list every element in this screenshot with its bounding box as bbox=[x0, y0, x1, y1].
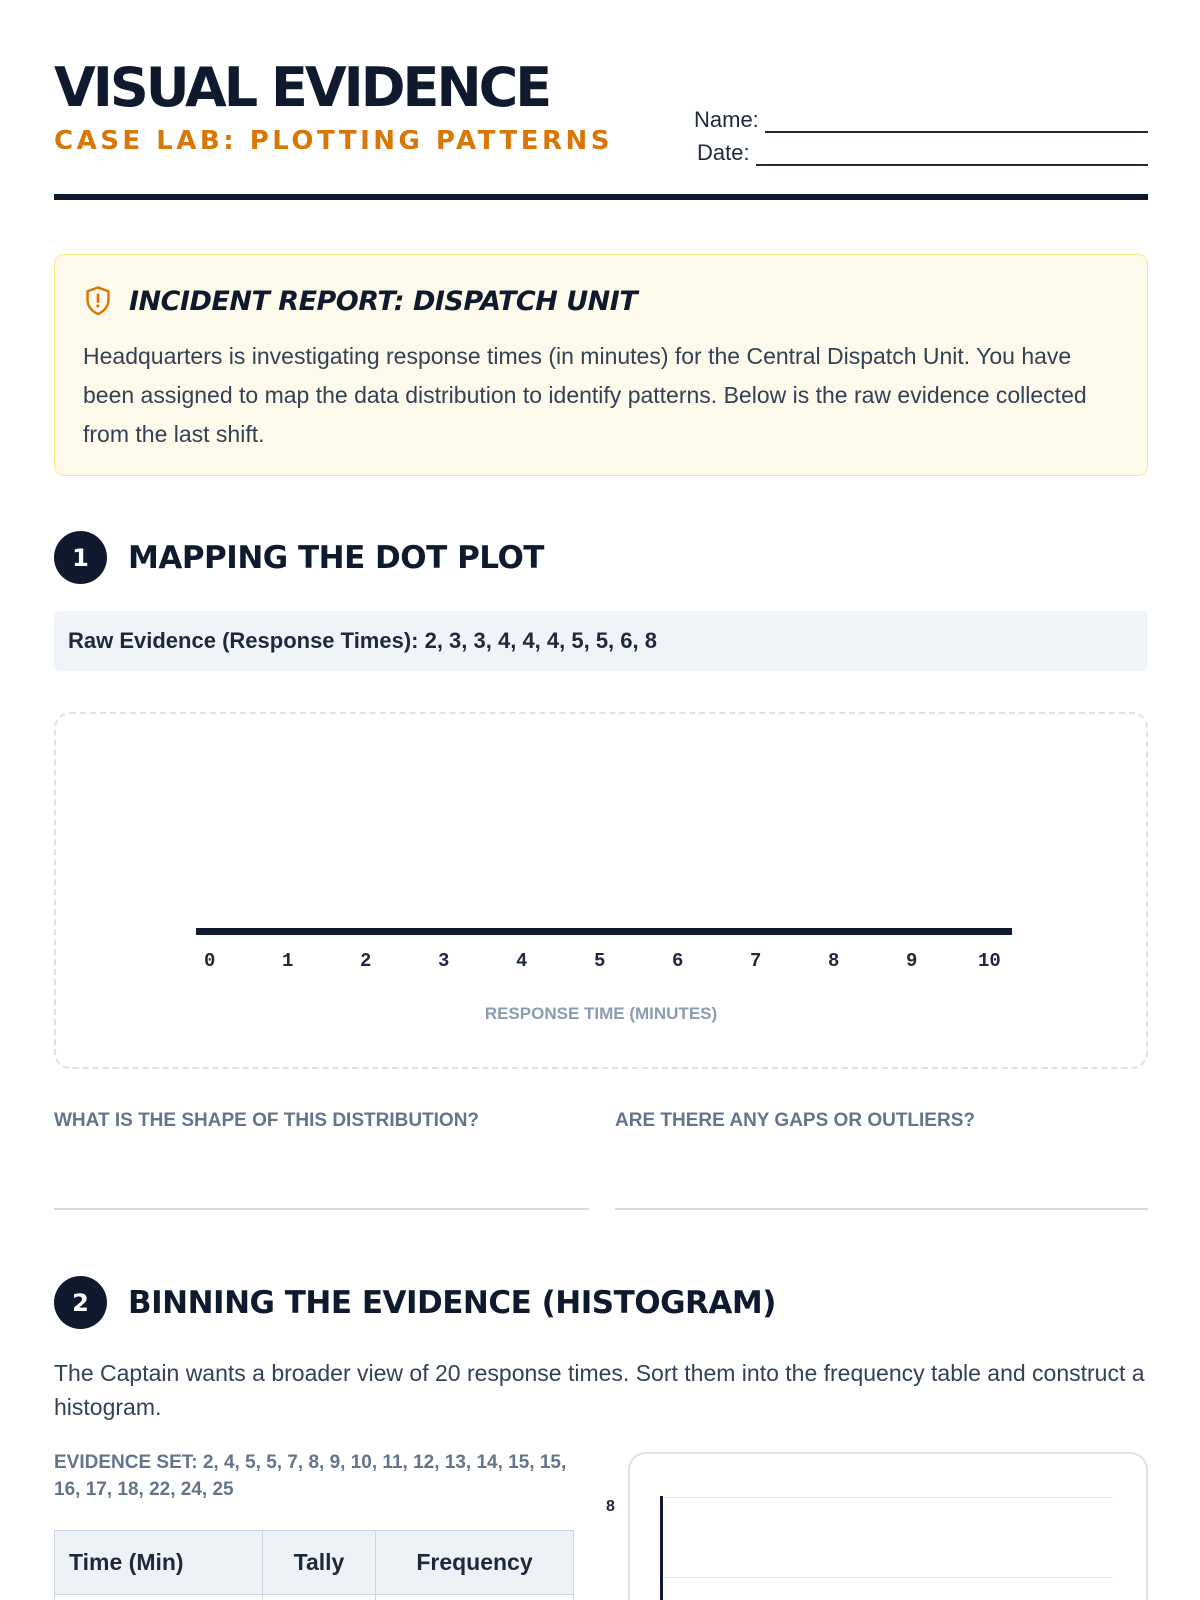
answer-line-gaps[interactable] bbox=[615, 1208, 1148, 1210]
axis-tick-label: 1 bbox=[282, 950, 294, 972]
page-title: VISUAL EVIDENCE bbox=[54, 56, 550, 119]
section-1-number: 1 bbox=[54, 531, 107, 584]
axis-tick-label: 7 bbox=[750, 950, 762, 972]
section-2-number: 2 bbox=[54, 1276, 107, 1329]
dot-plot-axis-label: RESPONSE TIME (MINUTES) bbox=[484, 1004, 718, 1023]
axis-tick-label: 3 bbox=[438, 950, 450, 972]
header-tally: Tally bbox=[263, 1531, 376, 1595]
evidence-set: EVIDENCE SET: 2, 4, 5, 5, 7, 8, 9, 10, 11, 12, 13, 14, 15, 15, 16, 17, 18, 22, 24, 25 bbox=[54, 1452, 567, 1500]
axis-tick-label: 2 bbox=[360, 950, 372, 972]
student-fields bbox=[694, 100, 1148, 166]
shield-alert-icon bbox=[83, 285, 113, 317]
raw-evidence-bar: Raw Evidence (Response Times): 2, 3, 3, 4, 4, 4, 5, 5, 6, 8 bbox=[54, 611, 1148, 671]
histogram-y-tick: 8 bbox=[606, 1498, 615, 1515]
name-label: Name: bbox=[694, 107, 759, 132]
table-cell[interactable] bbox=[55, 1595, 263, 1600]
worksheet-header bbox=[54, 58, 1148, 203]
header-divider bbox=[54, 194, 1148, 200]
table-row bbox=[55, 1595, 574, 1600]
name-line[interactable] bbox=[765, 111, 1148, 133]
date-line[interactable] bbox=[756, 144, 1148, 166]
frequency-table bbox=[54, 1530, 574, 1600]
section-2-title: BINNING THE EVIDENCE (HISTOGRAM) bbox=[128, 1284, 776, 1321]
name-field[interactable] bbox=[694, 100, 1148, 133]
incident-title: INCIDENT REPORT: DISPATCH UNIT bbox=[129, 285, 638, 317]
axis-tick-label: 4 bbox=[516, 950, 528, 972]
table-header-row bbox=[55, 1531, 574, 1595]
axis-tick-label: 9 bbox=[906, 950, 918, 972]
answer-line-shape[interactable] bbox=[54, 1208, 589, 1210]
section-1-title: MAPPING THE DOT PLOT bbox=[128, 539, 544, 576]
dot-plot-area[interactable] bbox=[54, 712, 1148, 1069]
table-cell[interactable] bbox=[376, 1595, 574, 1600]
table-cell[interactable] bbox=[263, 1595, 376, 1600]
section-2-heading bbox=[54, 1276, 776, 1329]
axis-tick-label: 8 bbox=[828, 950, 840, 972]
header-time: Time (Min) bbox=[55, 1531, 263, 1595]
histogram-gridline bbox=[663, 1577, 1113, 1578]
histogram-gridline bbox=[663, 1497, 1113, 1498]
axis-tick-label: 0 bbox=[204, 950, 216, 972]
question-gaps: ARE THERE ANY GAPS OR OUTLIERS? bbox=[615, 1110, 975, 1131]
date-label: Date: bbox=[697, 140, 750, 165]
page-subtitle: CASE LAB: PLOTTING PATTERNS bbox=[54, 126, 613, 156]
axis-tick-label: 10 bbox=[978, 950, 1001, 972]
number-line bbox=[196, 928, 1012, 935]
axis-tick-label: 6 bbox=[672, 950, 684, 972]
section-1-heading bbox=[54, 531, 544, 584]
date-field[interactable] bbox=[694, 133, 1148, 166]
histogram-y-axis bbox=[660, 1496, 663, 1600]
section-2-description: The Captain wants a broader view of 20 response times. Sort them into the frequency table and construct a histogram. bbox=[54, 1360, 1145, 1420]
incident-body: Headquarters is investigating response times (in minutes) for the Central Dispatch Unit. You have been assigned to map the data distribution to identify patterns. Below is the raw evidence collected from the last shift. bbox=[83, 343, 1087, 447]
question-shape: WHAT IS THE SHAPE OF THIS DISTRIBUTION? bbox=[54, 1110, 480, 1131]
incident-report-box bbox=[54, 254, 1148, 476]
histogram-area[interactable] bbox=[606, 1452, 1148, 1600]
header-frequency: Frequency bbox=[376, 1531, 574, 1595]
axis-tick-label: 5 bbox=[594, 950, 606, 972]
incident-heading bbox=[83, 285, 637, 317]
